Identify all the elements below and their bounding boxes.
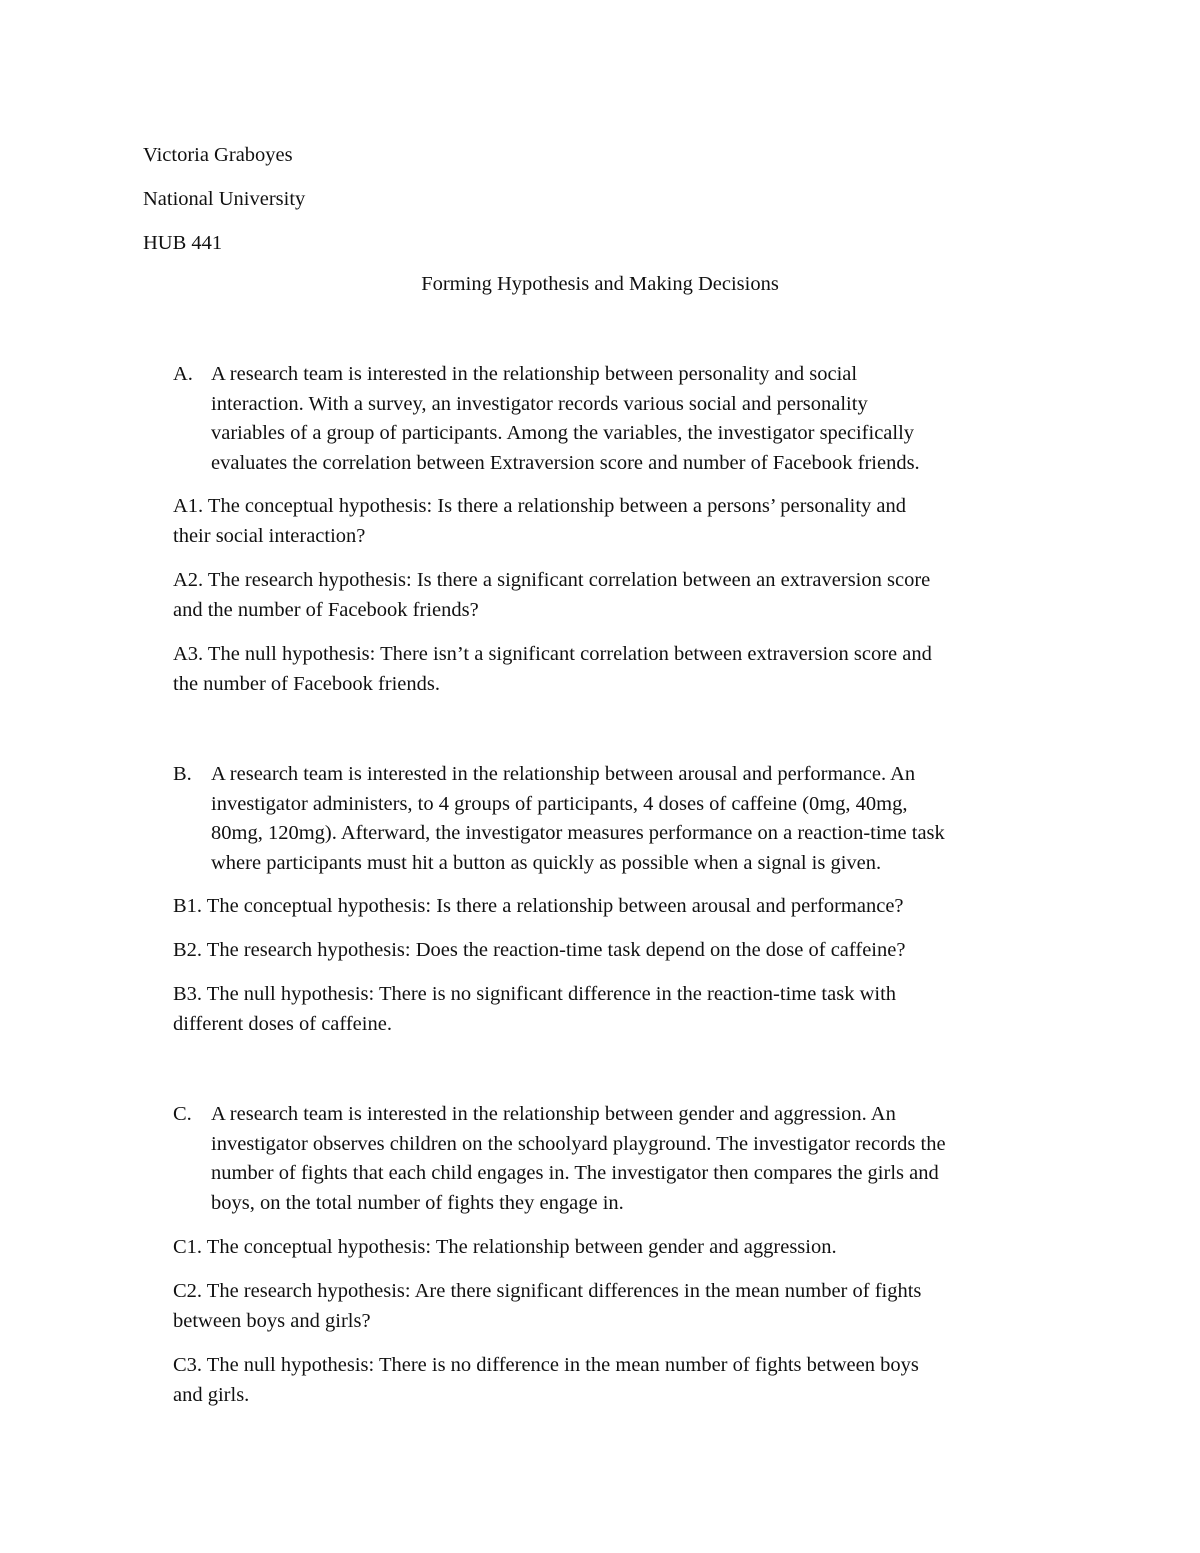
hypothesis-line: B1. The conceptual hypothesis: Is there a relationship between arousal and performance? xyxy=(173,895,904,917)
section-c-prompt xyxy=(173,1100,1073,1218)
section-a-letter: A. xyxy=(173,363,193,385)
hypothesis-line: and girls. xyxy=(173,1383,250,1406)
prompt-line: A research team is interested in the relationship between gender and aggression. An xyxy=(211,1103,896,1125)
hypothesis-c1 xyxy=(173,1233,1073,1263)
hypothesis-line: their social interaction? xyxy=(173,524,366,547)
hypothesis-line: C3. The null hypothesis: There is no difference in the mean number of fights between boys xyxy=(173,1354,919,1376)
hypothesis-line: different doses of caffeine. xyxy=(173,1012,392,1035)
hypothesis-line: between boys and girls? xyxy=(173,1309,371,1332)
hypothesis-b1 xyxy=(173,892,1073,922)
hypothesis-line: A1. The conceptual hypothesis: Is there a relationship between a persons’ personality and xyxy=(173,495,907,517)
hypothesis-line: A2. The research hypothesis: Is there a significant correlation between an extraversion score xyxy=(173,569,931,591)
section-c-letter: C. xyxy=(173,1103,192,1125)
hypothesis-a2 xyxy=(173,566,1073,625)
document-title: Forming Hypothesis and Making Decisions xyxy=(421,273,779,295)
prompt-line: variables of a group of participants. Among the variables, the investigator specifically xyxy=(211,422,915,444)
hypothesis-line: the number of Facebook friends. xyxy=(173,672,440,695)
section-b-letter: B. xyxy=(173,763,192,785)
hypothesis-line: B2. The research hypothesis: Does the reaction-time task depend on the dose of caffeine? xyxy=(173,939,906,961)
hypothesis-line: B3. The null hypothesis: There is no significant difference in the reaction-time task with xyxy=(173,983,897,1005)
hypothesis-line: A3. The null hypothesis: There isn’t a significant correlation between extraversion score and xyxy=(173,643,932,665)
hypothesis-c3 xyxy=(173,1351,1073,1410)
section-a-prompt xyxy=(173,360,1073,478)
hypothesis-a1 xyxy=(173,492,1073,551)
prompt-line: number of fights that each child engages in. The investigator then compares the girls and xyxy=(211,1162,939,1184)
prompt-line: boys, on the total number of fights they engage in. xyxy=(211,1191,624,1214)
prompt-line: where participants must hit a button as quickly as possible when a signal is given. xyxy=(211,851,882,874)
hypothesis-b3 xyxy=(173,980,1073,1039)
author-name: Victoria Graboyes xyxy=(143,144,293,166)
prompt-line: interaction. With a survey, an investigator records various social and personality xyxy=(211,392,868,415)
prompt-line: 80mg, 120mg). Afterward, the investigator measures performance on a reaction-time task xyxy=(211,822,945,844)
hypothesis-c2 xyxy=(173,1277,1073,1336)
hypothesis-line: C1. The conceptual hypothesis: The relationship between gender and aggression. xyxy=(173,1236,837,1258)
hypothesis-line: and the number of Facebook friends? xyxy=(173,598,479,621)
institution-name: National University xyxy=(143,188,306,210)
hypothesis-a3 xyxy=(173,640,1073,699)
hypothesis-b2 xyxy=(173,936,1073,966)
course-code: HUB 441 xyxy=(143,232,223,254)
prompt-line: A research team is interested in the relationship between personality and social xyxy=(211,363,858,385)
prompt-line: evaluates the correlation between Extraversion score and number of Facebook friends. xyxy=(211,451,920,474)
prompt-line: A research team is interested in the relationship between arousal and performance. An xyxy=(211,763,916,785)
prompt-line: investigator administers, to 4 groups of participants, 4 doses of caffeine (0mg, 40mg, xyxy=(211,792,908,815)
section-b-prompt xyxy=(173,760,1073,878)
hypothesis-line: C2. The research hypothesis: Are there significant differences in the mean number of fights xyxy=(173,1280,922,1302)
prompt-line: investigator observes children on the schoolyard playground. The investigator records the xyxy=(211,1132,946,1155)
